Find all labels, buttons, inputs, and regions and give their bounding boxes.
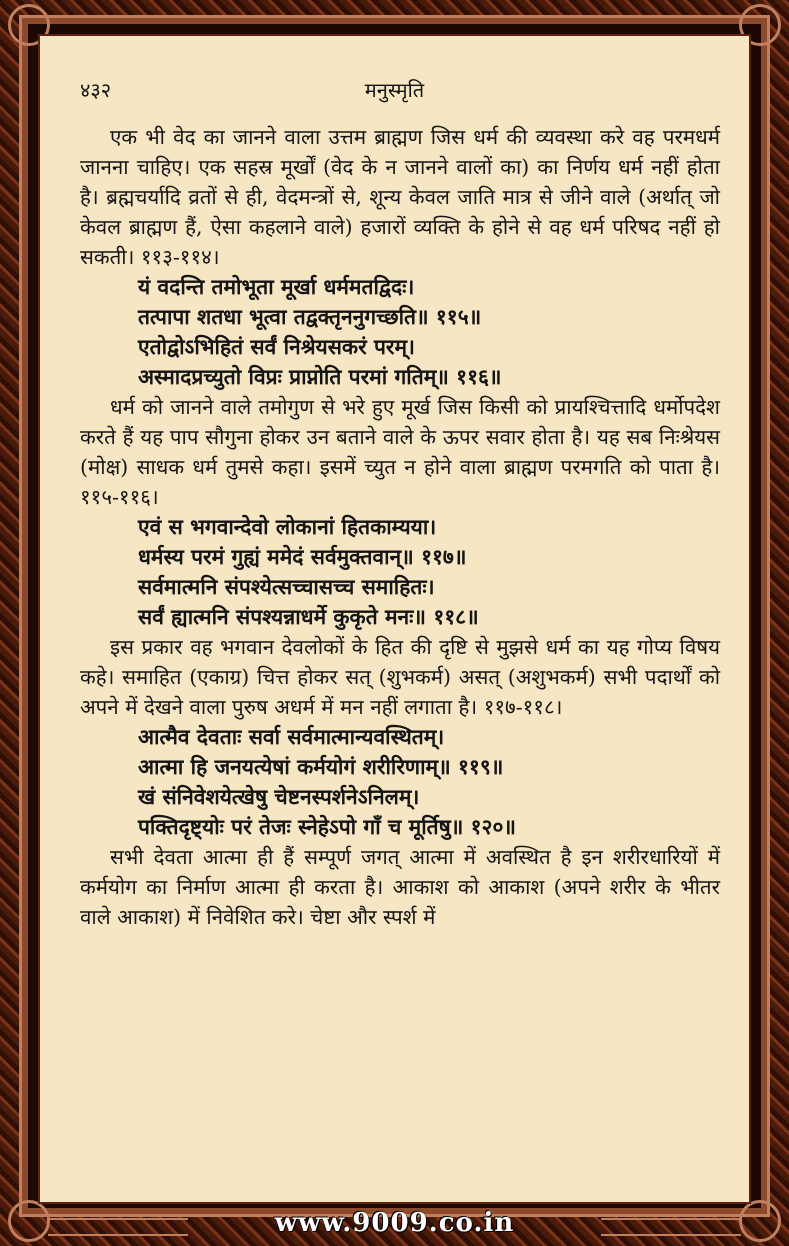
book-page bbox=[38, 34, 751, 1204]
footer-bar bbox=[38, 1206, 751, 1242]
running-title: मनुस्मृति bbox=[364, 78, 425, 102]
verse-line: धर्मस्य परमं गुह्यं ममेदं सर्वमुक्तवान्॥ ११७॥ bbox=[138, 544, 467, 569]
verse-line: सर्वमात्मनि संपश्येत्सच्चासच्च समाहितः। bbox=[138, 574, 435, 599]
page-header bbox=[40, 36, 749, 102]
verse-line: पक्तिदृष्ट्योः परं तेजः स्नेहेऽपो गाँ च मूर्तिषु॥ १२०॥ bbox=[138, 814, 516, 839]
commentary-paragraph: इस प्रकार वह भगवान देवलोकों के हित की दृष्टि से मुझसे धर्म का यह गोप्य विषय कहे। समाहित (एकाग्र) चित्त होकर सत् (शुभकर्म) असत् (अशुभकर्म) सभी पदार्थों को अपने में देखने वाला पुरुष अधर्म में मन नहीं लगाता है। ११७-११८। bbox=[80, 635, 720, 719]
verse-line: अस्मादप्रच्युतो विप्रः प्राप्नोति परमां गतिम्॥ ११६॥ bbox=[138, 364, 502, 389]
verse-line: सर्वं ह्यात्मनि संपश्यन्नाधर्मे कुकृते मनः॥ ११८॥ bbox=[138, 604, 479, 629]
verse-line: खं संनिवेशयेत्खेषु चेष्टनस्पर्शनेऽनिलम्। bbox=[138, 784, 420, 809]
commentary-paragraph: सभी देवता आत्मा ही हैं सम्पूर्ण जगत् आत्मा में अवस्थित है इन शरीरधारियों में कर्मयोग का निर्माण आत्मा ही करता है। आकाश को आकाश (अपने शरीर के भीतर वाले आकाश) में निवेशित करे। चेष्टा और स्पर्श में bbox=[80, 845, 720, 929]
verse-line: एवं स भगवान्देवो लोकानां हितकाम्यया। bbox=[138, 514, 437, 539]
footer-url: www.9009.co.in bbox=[274, 1208, 515, 1238]
verse-line: आत्मैव देवताः सर्वा सर्वमात्मान्यवस्थितम्। bbox=[138, 724, 445, 749]
sanskrit-verse-block bbox=[80, 272, 720, 392]
verse-line: एतोद्वोऽभिहितं सर्वं निश्रेयसकरं परम्। bbox=[138, 334, 415, 359]
commentary-paragraph: धर्म को जानने वाले तमोगुण से भरे हुए मूर्ख जिस किसी को प्रायश्चित्तादि धर्मोपदेश करते हैं यह पाप सौगुना होकर उन बताने वाले के ऊपर सवार होता है। यह सब निःश्रेयस (मोक्ष) साधक धर्म तुमसे कहा। इसमें च्युत न होने वाला ब्राह्मण परमगति को पाता है। ११५-११६। bbox=[80, 395, 720, 509]
verse-line: आत्मा हि जनयत्येषां कर्मयोगं शरीरिणाम्॥ ११९॥ bbox=[138, 754, 504, 779]
footer-ornament-icon bbox=[601, 1218, 741, 1236]
commentary-paragraph: एक भी वेद का जानने वाला उत्तम ब्राह्मण जिस धर्म की व्यवस्था करे वह परमधर्म जानना चाहिए। एक सहस्र मूर्खों (वेद के न जानने वालों का) का निर्णय धर्म नहीं होता है। ब्रह्मचर्यादि व्रतों से ही, वेदमन्त्रों से, शून्य केवल जाति मात्र से जीने वाले (अर्थात् जो केवल ब्राह्मण हैं, ऐसा कहलाने वाले) हजारों व्यक्ति के होने से वह धर्म परिषद नहीं हो सकती। ११३-११४। bbox=[80, 125, 720, 269]
page-number: ४३२ bbox=[80, 78, 112, 102]
sanskrit-verse-block bbox=[80, 722, 720, 842]
verse-line: तत्पापा शतधा भूत्वा तद्वक्तृननुगच्छति॥ ११५॥ bbox=[138, 304, 482, 329]
verse-line: यं वदन्ति तमोभूता मूर्खा धर्ममतद्विदः। bbox=[138, 274, 415, 299]
page-body bbox=[80, 122, 720, 932]
sanskrit-verse-block bbox=[80, 512, 720, 632]
